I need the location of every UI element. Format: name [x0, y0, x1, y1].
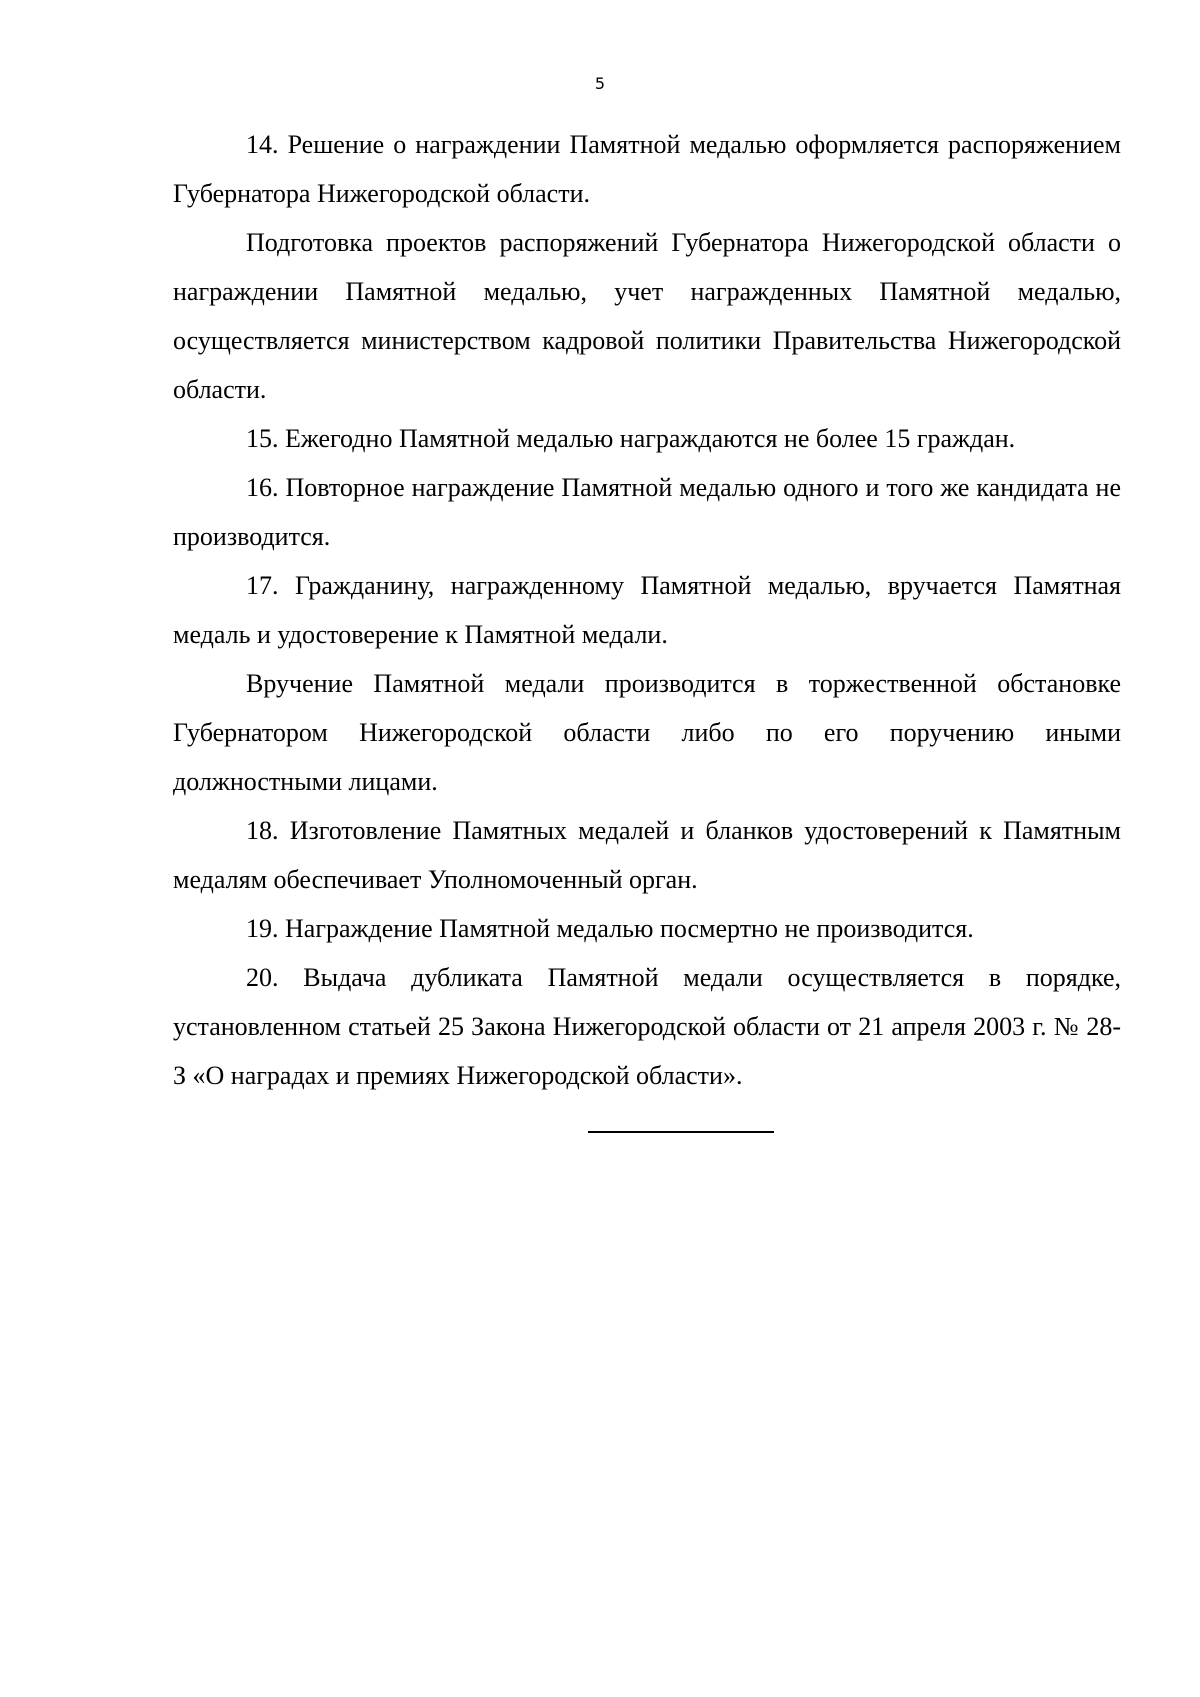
paragraph-15: 15. Ежегодно Памятной медалью награждаются не более 15 граждан.: [246, 424, 1016, 453]
paragraph-14-continuation: Подготовка проектов распоряжений Губернатора Нижегородской области о награждении Памятной медалью, учет награжденных Памятной медалью, осуществляется министерством кадровой политики Правительства Нижегородской области.: [173, 228, 1121, 404]
paragraph-18: 18. Изготовление Памятных медалей и бланков удостоверений к Памятным медалям обеспечивает Уполномоченный орган.: [173, 816, 1121, 894]
paragraph-17: 17. Гражданину, награжденному Памятной медалью, вручается Памятная медаль и удостоверение к Памятной медали.: [173, 571, 1121, 649]
paragraph-20: 20. Выдача дубликата Памятной медали осуществляется в порядке, установленном статьей 25 Закона Нижегородской области от 21 апреля 2003 г. № 28-З «О наградах и премиях Нижегородской области».: [173, 963, 1121, 1090]
paragraph-16: 16. Повторное награждение Памятной медалью одного и того же кандидата не производится.: [173, 473, 1121, 551]
end-of-document-line: [588, 1131, 774, 1133]
paragraph-14: 14. Решение о награждении Памятной медалью оформляется распоряжением Губернатора Нижегородской области.: [173, 130, 1121, 208]
page-number: 5: [594, 74, 606, 93]
paragraph-19: 19. Награждение Памятной медалью посмертно не производится.: [246, 914, 974, 943]
paragraph-17-continuation: Вручение Памятной медали производится в торжественной обстановке Губернатором Нижегородской области либо по его поручению иными должностными лицами.: [173, 669, 1121, 796]
document-body: [173, 120, 1121, 1100]
